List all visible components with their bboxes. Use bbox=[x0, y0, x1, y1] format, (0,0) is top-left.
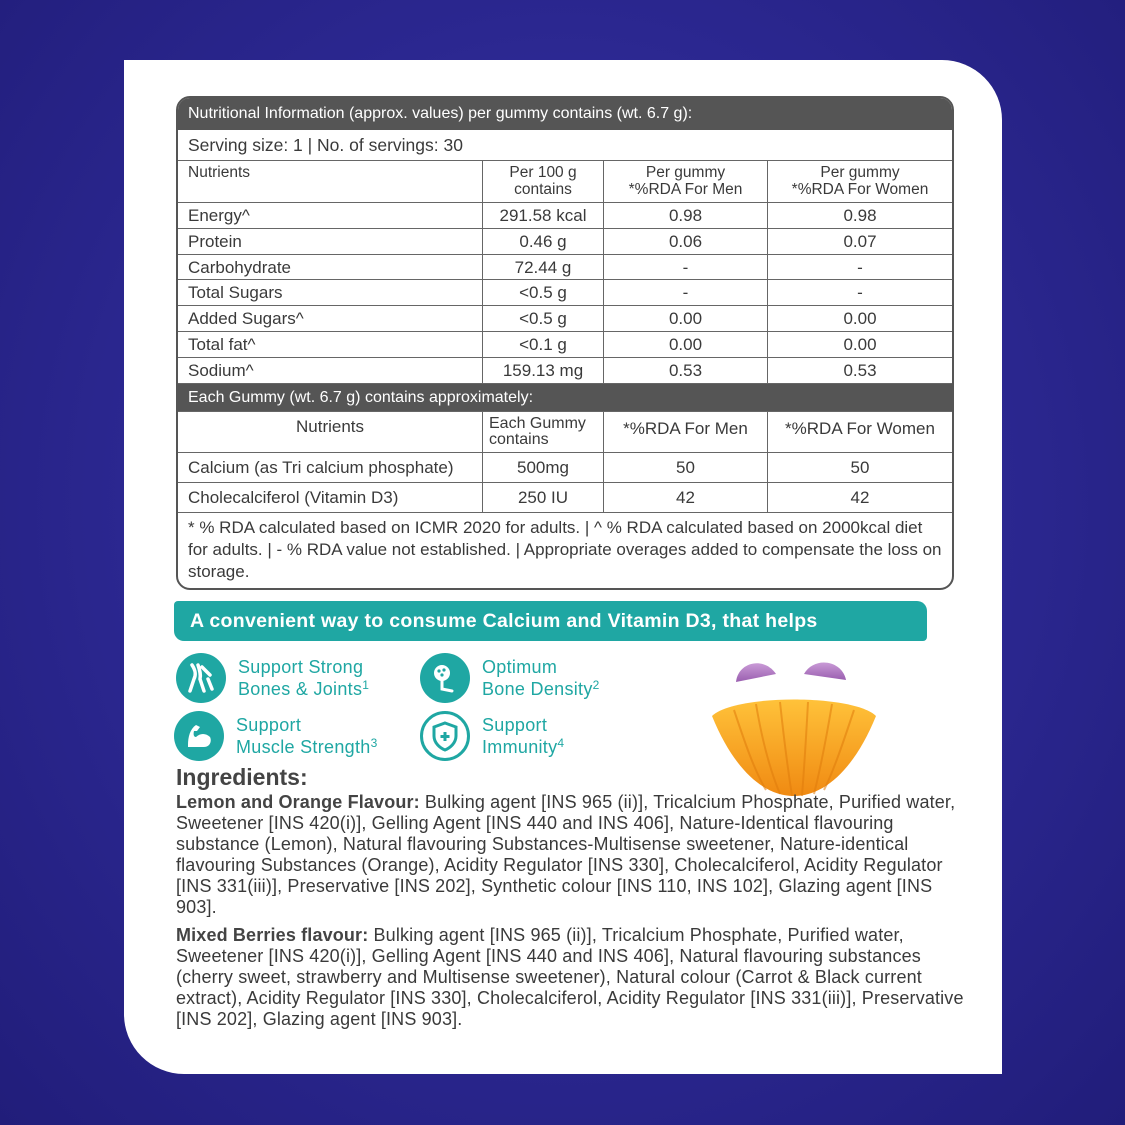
cell-men: - bbox=[604, 255, 768, 280]
cell-women: 50 bbox=[850, 457, 870, 477]
orange-gummy bbox=[712, 700, 876, 797]
cell-name: Carbohydrate bbox=[178, 255, 483, 280]
cell-women: - bbox=[857, 257, 863, 277]
nutrition-header: Nutritional Information (approx. values) per gummy contains (wt. 6.7 g): bbox=[178, 98, 952, 130]
cell-per100: <0.1 g bbox=[483, 332, 604, 357]
nutrition-row bbox=[178, 228, 952, 254]
cell-men: 0.98 bbox=[604, 203, 768, 228]
gummy-header: Each Gummy (wt. 6.7 g) contains approximately: bbox=[178, 383, 952, 411]
cell-women: - bbox=[857, 283, 863, 303]
gummy-column-headers bbox=[178, 411, 952, 452]
shield-icon bbox=[420, 711, 470, 761]
cell-amount: 250 IU bbox=[483, 483, 604, 512]
cell-per100: 0.46 g bbox=[483, 229, 604, 254]
gummy-col-men: *%RDA For Men bbox=[604, 412, 768, 452]
gummy-row bbox=[178, 452, 952, 482]
nutrition-row bbox=[178, 331, 952, 357]
cell-women: 0.98 bbox=[843, 206, 877, 225]
cell-men: - bbox=[604, 280, 768, 305]
berry-text: Bulking agent [INS 965 (ii)], Tricalcium Phosphate, Purified water, Sweetener [INS 420(i)], Gelling Agent [INS 440 and INS 406], Natural flavouring substances (cherry sweet, strawberry and Multisense sweetener), Natural colour (Carrot & Black current extract), Acidity Regulator [INS 330], Cholecalciferol, Acidity Regulator [INS 331(iii)], Preservative [INS 202], Glazing agent [INS 903]. bbox=[176, 925, 964, 1029]
cell-women: 0.00 bbox=[843, 334, 877, 354]
cell-men: 0.06 bbox=[604, 229, 768, 254]
muscle-icon bbox=[174, 711, 224, 761]
col-per100: Per 100 g contains bbox=[483, 161, 604, 202]
cell-amount: 500mg bbox=[483, 453, 604, 482]
ingredients-lemon-orange bbox=[176, 792, 976, 918]
nutrition-row bbox=[178, 202, 952, 228]
cell-men: 0.00 bbox=[604, 306, 768, 331]
cell-per100: <0.5 g bbox=[483, 306, 604, 331]
cell-name: Cholecalciferol (Vitamin D3) bbox=[178, 483, 483, 512]
serving-info: Serving size: 1 | No. of servings: 30 bbox=[188, 135, 463, 155]
nutrition-row bbox=[178, 279, 952, 305]
benefit-immunity: Support Immunity$^4$ bbox=[420, 711, 564, 761]
benefit-bone-density: Optimum Bone Density$^2$ bbox=[420, 653, 600, 703]
cell-name: Energy^ bbox=[178, 203, 483, 228]
benefit-bones-joints: Support Strong Bones & Joints$^1$ bbox=[176, 653, 369, 703]
nutrition-row bbox=[178, 305, 952, 331]
cell-women: 0.07 bbox=[843, 231, 877, 251]
gummy-col-amount: Each Gummy contains bbox=[483, 412, 604, 452]
col-rda-women: Per gummy *%RDA For Women bbox=[791, 164, 929, 198]
nutrition-row bbox=[178, 254, 952, 280]
lemon-text: Bulking agent [INS 965 (ii)], Tricalcium Phosphate, Purified water, Sweetener [INS 420(i)], Gelling Agent [INS 440 and INS 406], Nature-Identical flavouring substance (Lemon), Natural flavouring Substances-Multisense sweetener, Nature-identical flavouring Substances (Orange), Acidity Regulator [INS 330], Cholecalciferol, Acidity Regulator [INS 331(iii)], Preservative [INS 202], Synthetic colour [INS 110, INS 102], Glazing agent [INS 903]. bbox=[176, 792, 956, 917]
nutrition-table bbox=[176, 96, 954, 590]
cell-name: Added Sugars^ bbox=[178, 306, 483, 331]
cell-women: 0.00 bbox=[843, 309, 877, 329]
berry-label: Mixed Berries flavour: bbox=[176, 925, 369, 945]
lemon-label: Lemon and Orange Flavour: bbox=[176, 792, 420, 812]
berry-gummy-right bbox=[804, 663, 846, 680]
ingredients-title: Ingredients: bbox=[176, 764, 308, 790]
cell-men: 0.00 bbox=[604, 332, 768, 357]
cell-women: 0.53 bbox=[843, 360, 877, 380]
cell-name: Sodium^ bbox=[178, 358, 483, 383]
col-nutrients: Nutrients bbox=[178, 161, 483, 202]
col-rda-men: Per gummy *%RDA For Men bbox=[604, 161, 768, 202]
cell-per100: <0.5 g bbox=[483, 280, 604, 305]
cell-name: Total Sugars bbox=[178, 280, 483, 305]
benefit-muscle-strength: Support Muscle Strength$^3$ bbox=[174, 711, 378, 761]
nutrition-row bbox=[178, 357, 952, 383]
benefit-banner: A convenient way to consume Calcium and Vitamin D3, that helps bbox=[174, 601, 927, 641]
cell-men: 0.53 bbox=[604, 358, 768, 383]
cell-name: Protein bbox=[178, 229, 483, 254]
joint-icon bbox=[176, 653, 226, 703]
ingredients-mixed-berries bbox=[176, 925, 976, 1030]
berry-gummy-left bbox=[736, 663, 776, 682]
cell-women: 42 bbox=[850, 487, 870, 507]
footnote: * % RDA calculated based on ICMR 2020 for adults. | ^ % RDA calculated based on 2000kcal diet for adults. | - % RDA value not established. | Appropriate overages added to compensate the loss on storage. bbox=[178, 512, 952, 583]
cell-name: Calcium (as Tri calcium phosphate) bbox=[178, 453, 483, 482]
cell-per100: 291.58 kcal bbox=[483, 203, 604, 228]
cell-men: 50 bbox=[604, 453, 768, 482]
cell-name: Total fat^ bbox=[178, 332, 483, 357]
cell-men: 42 bbox=[604, 483, 768, 512]
bone-density-icon bbox=[420, 653, 470, 703]
cell-per100: 159.13 mg bbox=[483, 358, 604, 383]
gummies-image bbox=[704, 650, 884, 800]
label-card bbox=[124, 60, 1002, 1074]
cell-per100: 72.44 g bbox=[483, 255, 604, 280]
gummy-col-women: *%RDA For Women bbox=[785, 418, 935, 438]
gummy-row bbox=[178, 482, 952, 512]
nutrition-column-headers bbox=[178, 160, 952, 202]
gummy-col-nutrients: Nutrients bbox=[178, 412, 483, 452]
